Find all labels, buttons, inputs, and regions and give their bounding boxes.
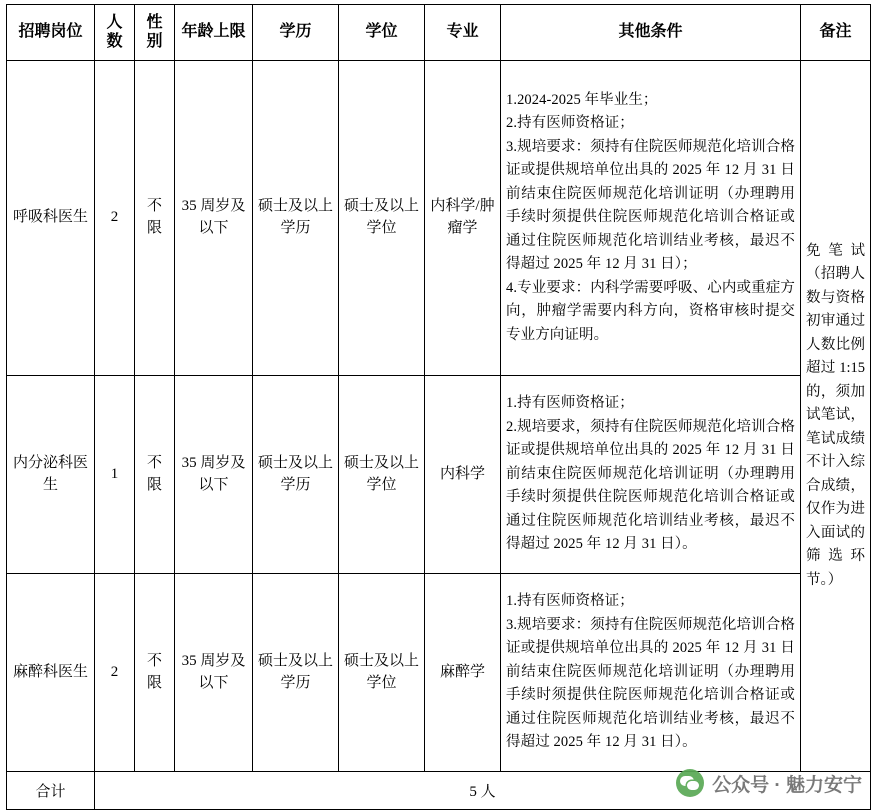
cell-education: 硕士及以上学历 bbox=[253, 574, 339, 772]
header-count: 人数 bbox=[95, 5, 135, 61]
cell-sex: 不限 bbox=[135, 574, 175, 772]
cell-other-conditions bbox=[501, 61, 801, 376]
header-sex: 性别 bbox=[135, 5, 175, 61]
header-education: 学历 bbox=[253, 5, 339, 61]
cell-major: 内科学/肿瘤学 bbox=[425, 61, 501, 376]
header-other: 其他条件 bbox=[501, 5, 801, 61]
total-label: 合计 bbox=[7, 772, 95, 810]
cell-other-conditions bbox=[501, 574, 801, 772]
other-line: 3.规培要求：须持有住院医师规范化培训合格证或提供规培单位出具的 2025 年 12 月 31 日前结束住院医师规范化培训证明（办理聘用手续时须提供住院医师规范化培训合格证或通过住院医师规范化培训结业考核，最迟不得超过 2025 年 12 月 31 日）； bbox=[506, 138, 795, 273]
watermark bbox=[676, 769, 862, 797]
cell-other-conditions bbox=[501, 376, 801, 574]
header-major: 专业 bbox=[425, 5, 501, 61]
table-row bbox=[7, 376, 871, 574]
cell-age: 35 周岁及以下 bbox=[175, 574, 253, 772]
other-line: 2.持有医师资格证； bbox=[506, 115, 634, 132]
header-age: 年龄上限 bbox=[175, 5, 253, 61]
cell-remark bbox=[801, 61, 871, 772]
header-post: 招聘岗位 bbox=[7, 5, 95, 61]
cell-age: 35 周岁及以下 bbox=[175, 61, 253, 376]
other-line: 4.专业要求：内科学需要呼吸、心内或重症方向，肿瘤学需要内科方向，资格审核时提交专业方向证明。 bbox=[506, 279, 795, 343]
cell-degree: 硕士及以上学位 bbox=[339, 376, 425, 574]
table-row bbox=[7, 61, 871, 376]
other-line: 1.2024-2025 年毕业生； bbox=[506, 91, 658, 108]
cell-degree: 硕士及以上学位 bbox=[339, 61, 425, 376]
cell-degree: 硕士及以上学位 bbox=[339, 574, 425, 772]
table-row bbox=[7, 574, 871, 772]
cell-education: 硕士及以上学历 bbox=[253, 61, 339, 376]
table-head bbox=[7, 5, 871, 61]
cell-count: 1 bbox=[95, 376, 135, 574]
wechat-icon bbox=[676, 769, 704, 797]
cell-post: 麻醉科医生 bbox=[7, 574, 95, 772]
header-remark: 备注 bbox=[801, 5, 871, 61]
recruitment-table bbox=[6, 4, 871, 810]
other-line: 1.持有医师资格证； bbox=[506, 593, 634, 610]
other-line: 3.规培要求：须持有住院医师规范化培训合格证或提供规培单位出具的 2025 年 12 月 31 日前结束住院医师规范化培训证明（办理聘用手续时须提供住院医师规范化培训合格证或通过住院医师规范化培训结业考核，最迟不得超过 2025 年 12 月 31 日）。 bbox=[506, 616, 795, 751]
other-line: 2.规培要求，须持有住院医师规范化培训合格证或提供规培单位出具的 2025 年 12 月 31 日前结束住院医师规范化培训证明（办理聘用手续时须提供住院医师规范化培训合格证或通过住院医师规范化培训结业考核，最迟不得超过 2025 年 12 月 31 日）。 bbox=[506, 418, 795, 553]
other-line: 1.持有医师资格证； bbox=[506, 395, 634, 412]
watermark-text: 公众号 · 魅力安宁 bbox=[712, 774, 862, 796]
header-row bbox=[7, 5, 871, 61]
cell-count: 2 bbox=[95, 574, 135, 772]
remark-text: 免笔试（招聘人数与资格初审通过人数比例超过 1:15 的，须加试笔试，笔试成绩不计入综合成绩，仅作为进入面试的筛选环节。） bbox=[806, 242, 865, 588]
cell-post: 呼吸科医生 bbox=[7, 61, 95, 376]
cell-post: 内分泌科医生 bbox=[7, 376, 95, 574]
total-value: 5 人 bbox=[95, 772, 871, 810]
cell-education: 硕士及以上学历 bbox=[253, 376, 339, 574]
cell-major: 麻醉学 bbox=[425, 574, 501, 772]
cell-sex: 不限 bbox=[135, 376, 175, 574]
cell-age: 35 周岁及以下 bbox=[175, 376, 253, 574]
table-body bbox=[7, 61, 871, 810]
header-degree: 学位 bbox=[339, 5, 425, 61]
cell-count: 2 bbox=[95, 61, 135, 376]
cell-major: 内科学 bbox=[425, 376, 501, 574]
cell-sex: 不限 bbox=[135, 61, 175, 376]
